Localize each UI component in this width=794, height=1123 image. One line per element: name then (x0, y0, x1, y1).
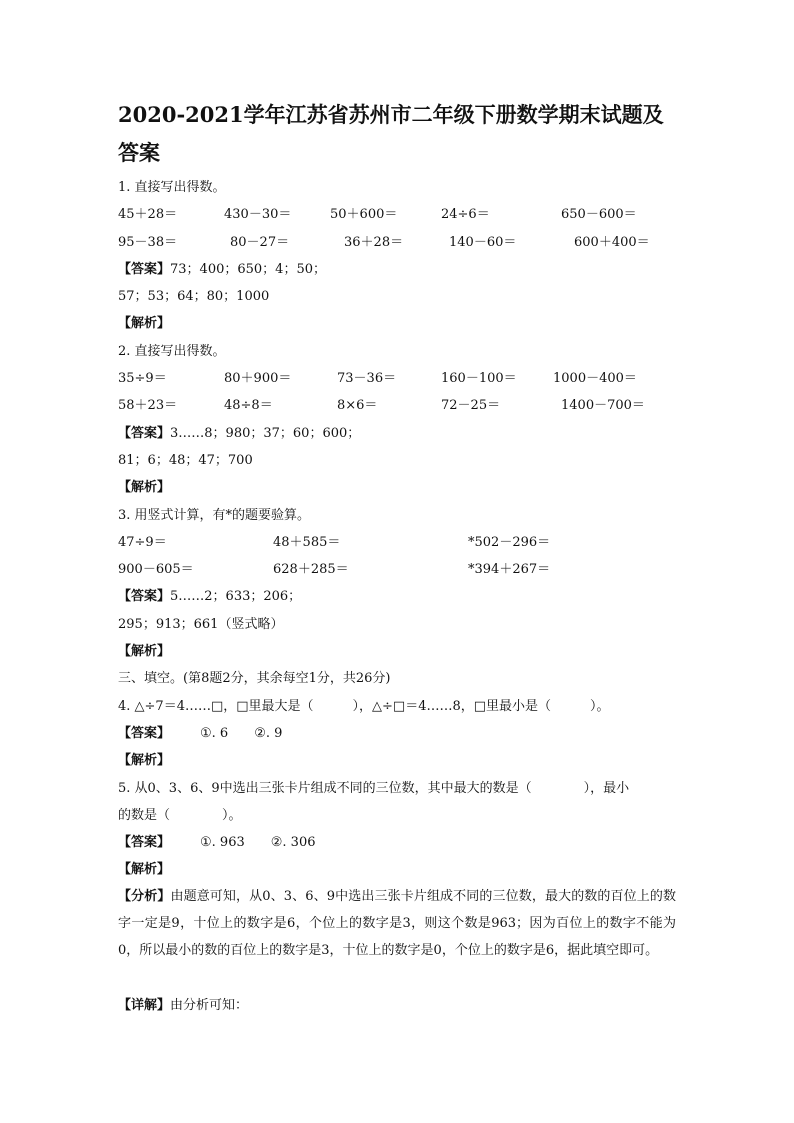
q2-analysis-tag: 【解析】 (118, 480, 171, 495)
q2-answer-text-1: 3……8；980；37；60；600； (170, 426, 361, 441)
q1-answer-text-1: 73；400；650；4；50； (170, 262, 326, 277)
xiangjie-tag: 【详解】 (118, 998, 171, 1013)
q4-analysis-tag: 【解析】 (118, 753, 171, 768)
q3-item: 628＋285＝ (273, 562, 349, 577)
q3-answer (118, 589, 301, 605)
q2-item: 58＋23＝ (118, 398, 178, 413)
q2-item: 1000－400＝ (553, 371, 637, 386)
q3-answer-text-2: 295；913；661（竖式略） (118, 617, 284, 632)
q1-item: 600＋400＝ (574, 235, 650, 250)
q3-item: *394＋267＝ (468, 562, 551, 577)
q2-answer (118, 426, 360, 442)
q3-analysis-tag: 【解析】 (118, 644, 171, 659)
q2-item: 35÷9＝ (118, 371, 167, 386)
q2-answer-text-2: 81；6；48；47；700 (118, 453, 253, 468)
q1-analysis-tag: 【解析】 (118, 316, 171, 331)
q1-item: 430－30＝ (224, 207, 292, 222)
page-title: 2020-2021学年江苏省苏州市二年级下册数学期末试题及答案 (118, 102, 664, 165)
q5-answer-text: ①. 963 ②. 306 (200, 835, 316, 850)
q1-item: 36＋28＝ (344, 235, 404, 250)
q3-item: *502－296＝ (468, 535, 551, 550)
q1-item: 50＋600＝ (330, 207, 398, 222)
q1-answer (118, 262, 326, 278)
q1-item: 140－60＝ (449, 235, 517, 250)
q1-item: 80－27＝ (230, 235, 290, 250)
fenxi-tag: 【分析】 (118, 889, 171, 904)
q1-item: 650－600＝ (561, 207, 637, 222)
q1-label: 1. 直接写出得数。 (118, 180, 226, 195)
q1-item: 95－38＝ (118, 235, 178, 250)
q3-label: 3. 用竖式计算，有*的题要验算。 (118, 508, 311, 523)
q3-item: 47÷9＝ (118, 535, 167, 550)
q2-label: 2. 直接写出得数。 (118, 344, 226, 359)
q3-item: 900－605＝ (118, 562, 194, 577)
q2-item: 8×6＝ (337, 398, 378, 413)
answer-tag: 【答案】 (118, 589, 171, 604)
q5-answer (118, 835, 315, 851)
section-heading: 三、填空。(第8题2分，其余每空1分，共26分) (118, 671, 391, 686)
q5-xiangjie-text: 由分析可知： (170, 998, 249, 1013)
q1-item: 45＋28＝ (118, 207, 178, 222)
q2-item: 1400－700＝ (561, 398, 645, 413)
q5-fenxi-text: 由题意可知，从0、3、6、9中选出三张卡片组成不同的三位数，最大的数的百位上的数字一定是9，十位上的数字是6，个位上的数字是3，则这个数是963；因为百位上的数字不能为0，所以最小的数的百位上的数字是3，十位上的数字是0，个位上的数字是6，据此填空即可。 (118, 889, 676, 958)
q5-text-2: 的数是（ ）。 (118, 808, 242, 823)
q5-analysis-paragraph (118, 883, 676, 964)
q5-analysis-tag: 【解析】 (118, 862, 171, 877)
q3-answer-text-1: 5……2；633；206； (170, 589, 302, 604)
q1-item: 24÷6＝ (441, 207, 490, 222)
answer-tag: 【答案】 (118, 726, 171, 741)
q4-answer (118, 726, 282, 742)
answer-tag: 【答案】 (118, 426, 171, 441)
answer-tag: 【答案】 (118, 262, 171, 277)
q2-item: 72－25＝ (441, 398, 501, 413)
q5-detail (118, 998, 248, 1014)
q4-answer-text: ①. 6 ②. 9 (200, 726, 283, 741)
q2-item: 73－36＝ (337, 371, 397, 386)
answer-tag: 【答案】 (118, 835, 171, 850)
q5-text-1: 5. 从0、3、6、9中选出三张卡片组成不同的三位数，其中最大的数是（ ），最小 (118, 781, 630, 796)
q1-answer-text-2: 57；53；64；80；1000 (118, 289, 270, 304)
q2-item: 48÷8＝ (224, 398, 273, 413)
q4-text: 4. △÷7＝4……□，□里最大是（ ），△÷□＝4……8，□里最小是（ ）。 (118, 699, 610, 714)
q3-item: 48＋585＝ (273, 535, 341, 550)
q2-item: 80＋900＝ (224, 371, 292, 386)
q2-item: 160－100＝ (441, 371, 517, 386)
